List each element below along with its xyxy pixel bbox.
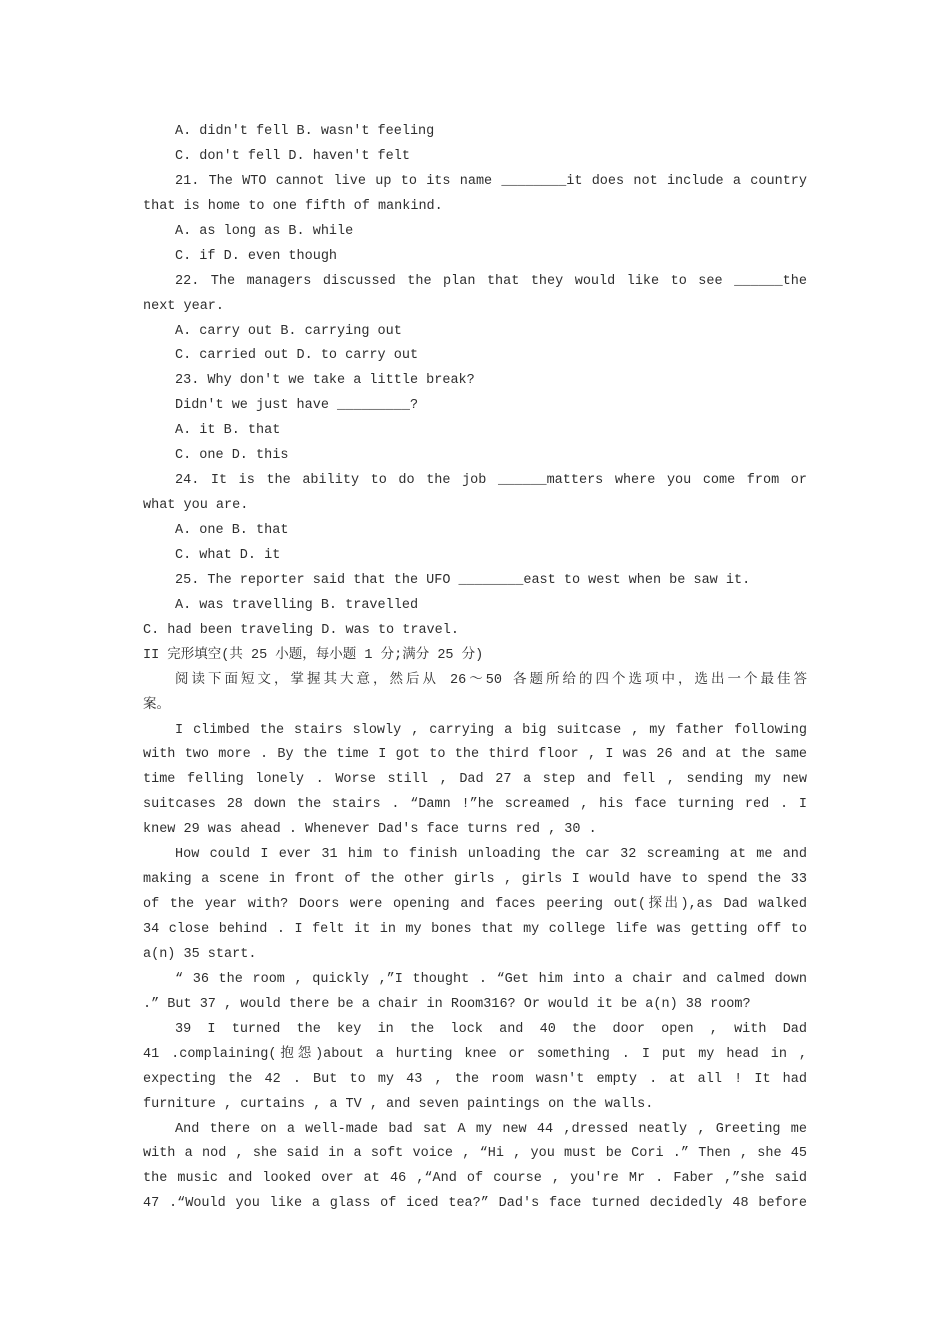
text-line: C. carried out D. to carry out <box>175 348 419 364</box>
text-line: with two more . By the time I got to the third floor , I was 26 and at the same <box>143 747 807 763</box>
text-line: A. it B. that <box>175 423 281 439</box>
text-line: making a scene in front of the other girls , girls I would have to spend the 33 <box>143 872 807 888</box>
text-line: A. as long as B. while <box>175 223 354 239</box>
text-line: 39 I turned the key in the lock and 40 the door open , with Dad <box>175 1021 807 1037</box>
text-line: 21. The WTO cannot live up to its name ________it does not include a country <box>175 173 807 189</box>
text-line: knew 29 was ahead . Whenever Dad's face turns red , 30 . <box>143 822 597 838</box>
text-line: C. don't fell D. haven't felt <box>175 148 410 164</box>
text-line: what you are. <box>143 498 249 514</box>
text-line: of the year with? Doors were opening and faces peering out(探出),as Dad walked <box>143 897 807 913</box>
text-line: How could I ever 31 him to finish unloading the car 32 screaming at me and <box>175 847 807 863</box>
text-line: And there on a well-made bad sat A my new 44 ,dressed neatly , Greeting me <box>175 1121 807 1137</box>
text-line: that is home to one fifth of mankind. <box>143 198 443 214</box>
text-line: C. had been traveling D. was to travel. <box>143 622 459 638</box>
text-line: 案。 <box>143 697 170 713</box>
text-line: 22. The managers discussed the plan that they would like to see ______the <box>175 273 807 289</box>
text-line: I climbed the stairs slowly , carrying a big suitcase , my father following <box>175 722 807 738</box>
text-line: furniture , curtains , a TV , and seven paintings on the walls. <box>143 1096 654 1112</box>
text-line: 34 close behind . I felt it in my bones that my college life was getting off to <box>143 922 807 937</box>
text-line: 25. The reporter said that the UFO ________east to west when be saw it. <box>175 572 751 588</box>
text-line: C. one D. this <box>175 448 289 464</box>
text-line: .” But 37 , would there be a chair in Room316? Or would it be a(n) 38 room? <box>143 996 751 1012</box>
text-line: 47 .“Would you like a glass of iced tea?” Dad's face turned decidedly 48 before <box>143 1196 807 1212</box>
text-line: 23. Why don't we take a little break? <box>175 373 475 389</box>
text-line: A. didn't fell B. wasn't feeling <box>175 124 435 139</box>
text-line: Didn't we just have _________? <box>175 398 419 414</box>
text-line: the music and looked over at 46 ,“And of course , you're Mr . Faber ,”she said <box>143 1171 807 1187</box>
text-line: C. if D. even though <box>175 248 338 264</box>
text-line: 阅读下面短文，掌握其大意，然后从 26～50 各题所给的四个选项中，选出一个最佳答 <box>175 672 807 688</box>
text-line: A. one B. that <box>175 523 289 538</box>
text-line: “ 36 the room , quickly ,”I thought . “Get him into a chair and calmed down <box>175 971 807 987</box>
text-line: time felling lonely . Worse still , Dad 27 a step and fell , sending my new <box>143 772 807 788</box>
text-line: suitcases 28 down the stairs . “Damn !”he screamed , his face turning red . I <box>143 797 807 813</box>
text-line: A. was travelling B. travelled <box>175 597 419 613</box>
text-line: next year. <box>143 298 225 314</box>
text-line: expecting the 42 . But to my 43 , the room wasn't empty . at all ! It had <box>143 1071 807 1087</box>
text-line: II 完形填空(共 25 小题，每小题 1 分;满分 25 分) <box>143 647 484 663</box>
text-line: a(n) 35 start. <box>143 946 257 962</box>
text-line: 24. It is the ability to do the job ______matters where you come from or <box>175 473 807 489</box>
document-text <box>143 120 807 1217</box>
text-line: with a nod , she said in a soft voice , “Hi , you must be Cori .” Then , she 45 <box>143 1146 807 1162</box>
text-line: 41 .complaining(抱怨)about a hurting knee or something . I put my head in , <box>143 1046 807 1062</box>
text-line: A. carry out B. carrying out <box>175 323 402 339</box>
text-line: C. what D. it <box>175 547 281 563</box>
